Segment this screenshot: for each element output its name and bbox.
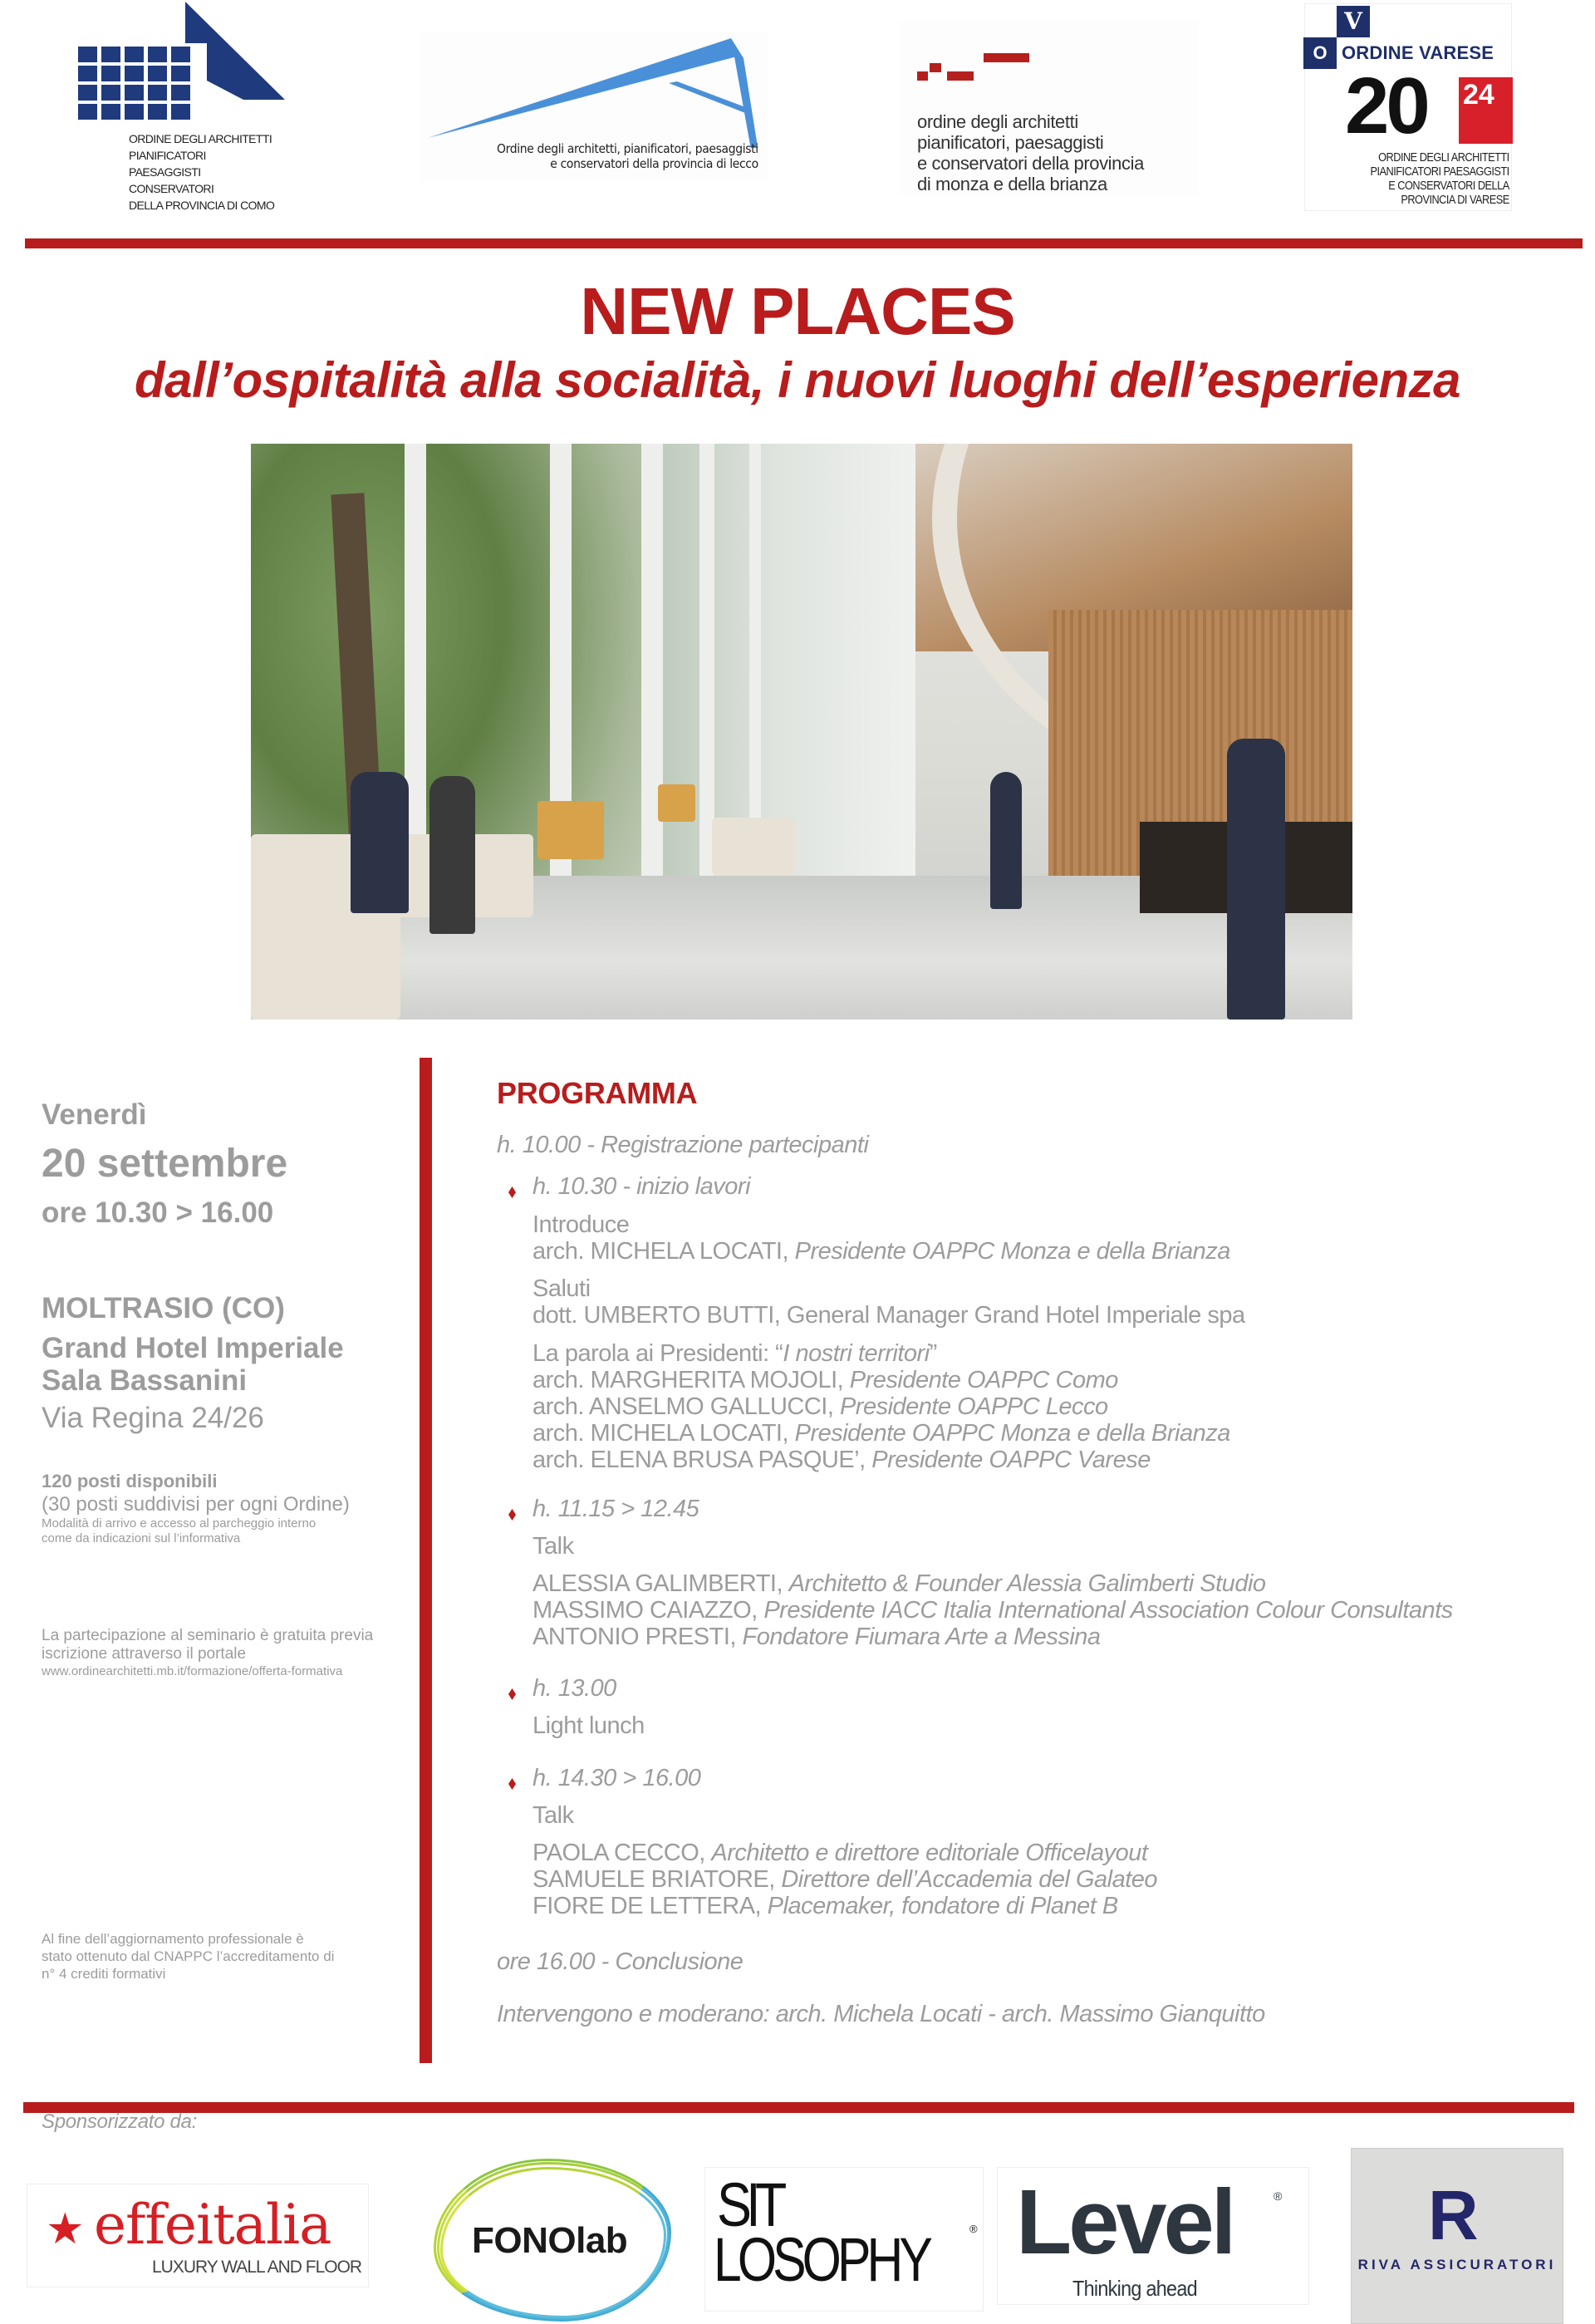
riva-r-mark-icon: R	[1428, 2176, 1479, 2254]
event-time: ore 10.30 > 16.00	[42, 1196, 274, 1229]
sponsor-fonolab-logo: FONOlab	[430, 2154, 676, 2324]
slot4-speakers	[532, 1840, 1157, 1919]
sponsor-riva-logo: R RIVA ASSICURATORI	[1351, 2148, 1563, 2324]
registration-note: La partecipazione al seminario è gratuita previa iscrizione attraverso il portale	[42, 1627, 374, 1663]
sponsor-sitlosophy-logo: SIT LOSOPHY ®	[704, 2167, 984, 2312]
slot2-speakers	[532, 1570, 1453, 1650]
hero-lobby-image	[251, 444, 1352, 1020]
slot1-presidents-list	[532, 1367, 1230, 1473]
slot3-label: Light lunch	[532, 1712, 645, 1739]
credits-note: Al fine dell’aggiornamento professionale è stato ottenuto dal CNAPPC l’accreditamento di n° 4 crediti formativi	[42, 1931, 335, 1982]
slot1-intro-label: Introduce	[532, 1211, 630, 1238]
diamond-bullet-icon	[508, 1688, 516, 1700]
diamond-bullet-icon	[508, 1509, 516, 1521]
list-item: arch. ELENA BRUSA PASQUE’, Presidente OAPPC Varese	[532, 1447, 1151, 1473]
program-conclusion: ore 16.00 - Conclusione	[497, 1948, 744, 1975]
program-registration: h. 10.00 - Registrazione partecipanti	[497, 1132, 869, 1158]
logo-ordine-lecco	[420, 32, 768, 181]
monza-logo-text: ordine degli architetti pianificatori, paesaggisti e conservatori della provincia di monza e della brianza	[917, 111, 1144, 194]
slot1-intro-speaker: arch. MICHELA LOCATI, Presidente OAPPC Monza e della Brianza	[532, 1238, 1230, 1265]
logo-ordine-monza	[899, 22, 1198, 194]
logo-ordine-como	[75, 0, 287, 214]
lecco-roof-icon	[420, 32, 768, 148]
slot1-greet-label: Saluti	[532, 1275, 591, 1302]
slot2-time: h. 11.15 > 12.45	[532, 1496, 699, 1522]
slot1-presidents-label: La parola ai Presidenti: “I nostri territori”	[532, 1340, 937, 1367]
diamond-bullet-icon	[508, 1187, 516, 1198]
slot4-time: h. 14.30 > 16.00	[532, 1765, 701, 1791]
event-seats: 120 posti disponibili	[42, 1471, 218, 1491]
list-item: FIORE DE LETTERA, Placemaker, fondatore di Planet B	[532, 1893, 1118, 1919]
varese-year-sup: 24	[1463, 79, 1494, 111]
registered-icon: ®	[969, 2223, 978, 2235]
program-heading: PROGRAMMA	[497, 1076, 698, 1110]
registration-link[interactable]: www.ordinearchitetti.mb.it/formazione/offerta-formativa	[42, 1664, 343, 1678]
list-item: arch. MARGHERITA MOJOLI, Presidente OAPPC Como	[532, 1367, 1118, 1393]
event-date: 20 settembre	[42, 1142, 288, 1186]
slot2-label: Talk	[532, 1533, 574, 1560]
event-address: Via Regina 24/26	[42, 1402, 264, 1434]
event-venue: Grand Hotel Imperiale Sala Bassanini	[42, 1332, 344, 1397]
program-moderators: Intervengono e moderano: arch. Michela Locati - arch. Massimo Gianquitto	[497, 2001, 1265, 2027]
arrival-note: Modalità di arrivo e accesso al parcheggio interno come da indicazioni sul l’informativa	[42, 1516, 317, 1545]
varese-o-badge: O	[1303, 37, 1337, 69]
list-item: PAOLA CECCO, Architetto e direttore editoriale Officelayout	[532, 1840, 1148, 1866]
sponsor-effeitalia-logo: ★ effeitalia LUXURY WALL AND FLOOR	[27, 2184, 369, 2287]
slot1-greet-speaker: dott. UMBERTO BUTTI, General Manager Grand Hotel Imperiale spa	[532, 1302, 1245, 1329]
event-seats-detail: (30 posti suddivisi per ogni Ordine)	[42, 1493, 350, 1516]
list-item: ANTONIO PRESTI, Fondatore Fiumara Arte a Messina	[532, 1624, 1101, 1650]
list-item: arch. ANSELMO GALLUCCI, Presidente OAPPC Lecco	[532, 1393, 1108, 1420]
vertical-divider	[420, 1058, 432, 2063]
como-logo-text: ORDINE DEGLI ARCHITETTI PIANIFICATORI PAESAGGISTI CONSERVATORI DELLA PROVINCIA DI COMO	[129, 132, 275, 212]
logo-ordine-varese	[1304, 3, 1512, 211]
registered-icon: ®	[1274, 2189, 1283, 2203]
como-grid-mark	[78, 47, 190, 120]
top-divider	[25, 238, 1583, 248]
page-subtitle: dall’ospitalità alla socialità, i nuovi luoghi dell’esperienza	[134, 352, 1461, 408]
list-item: ALESSIA GALIMBERTI, Architetto & Founder Alessia Galimberti Studio	[532, 1570, 1266, 1597]
slot4-label: Talk	[532, 1802, 574, 1829]
sponsor-level-logo: Level ® Thinking ahead	[997, 2167, 1309, 2305]
slot3-time: h. 13.00	[532, 1675, 616, 1702]
lecco-logo-text: Ordine degli architetti, pianificatori, paesaggisti e conservatori della provincia di lecco	[497, 141, 758, 171]
bottom-divider	[23, 2102, 1574, 2113]
sponsors-label: Sponsorizzato da:	[42, 2110, 198, 2133]
diamond-bullet-icon	[508, 1778, 516, 1790]
event-day: Venerdì	[42, 1098, 147, 1131]
list-item: SAMUELE BRIATORE, Direttore dell’Accademia del Galateo	[532, 1866, 1158, 1893]
varese-v-badge: V	[1337, 6, 1370, 37]
page-title: NEW PLACES	[580, 274, 1015, 348]
varese-logo-text: ORDINE DEGLI ARCHITETTI PIANIFICATORI PAESAGGISTI E CONSERVATORI DELLA PROVINCIA DI VARESE	[1370, 150, 1509, 207]
slot1-time: h. 10.30 - inizio lavori	[532, 1173, 751, 1200]
varese-year: 20	[1345, 61, 1427, 150]
list-item: MASSIMO CAIAZZO, Presidente IACC Italia International Association Colour Consultants	[532, 1597, 1453, 1624]
star-icon: ★	[46, 2205, 85, 2253]
varese-title: ORDINE VARESE	[1342, 42, 1494, 63]
event-city: MOLTRASIO (CO)	[42, 1292, 285, 1324]
como-triangle-icon	[185, 2, 285, 100]
list-item: arch. MICHELA LOCATI, Presidente OAPPC Monza e della Brianza	[532, 1420, 1230, 1447]
